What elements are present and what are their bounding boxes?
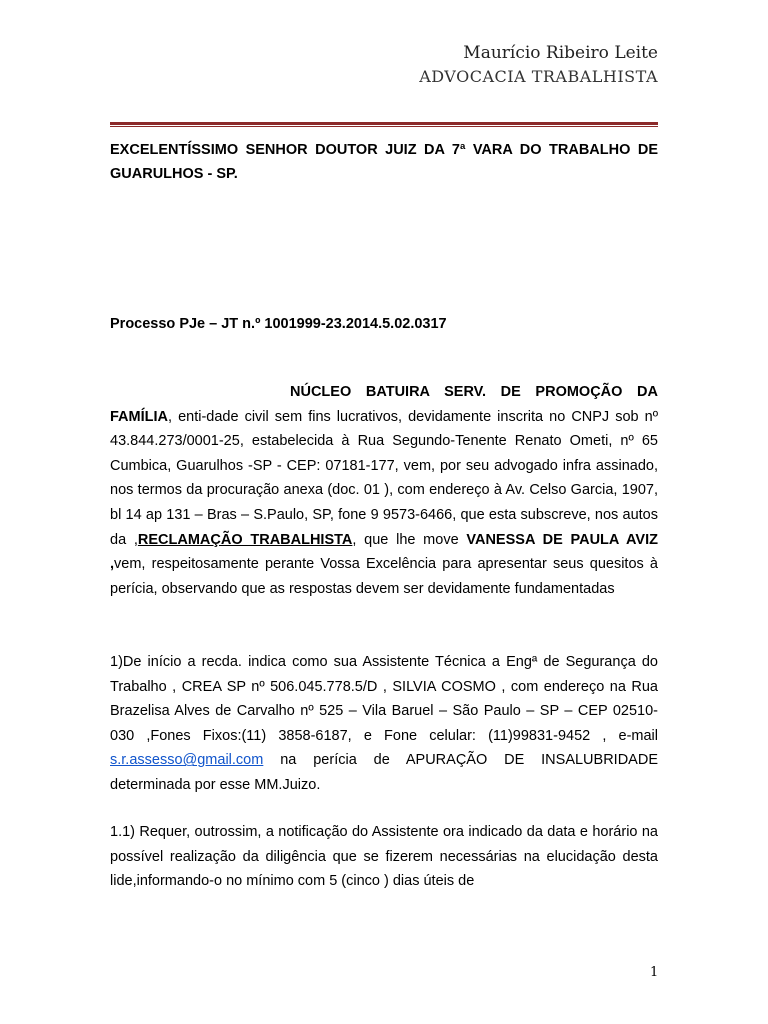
addressee: EXCELENTÍSSIMO SENHOR DOUTOR JUIZ DA 7ª VARA DO TRABALHO DE GUARULHOS - SP. — [110, 142, 658, 182]
paragraph-assistant-text-b: na perícia de APURAÇÃO DE INSALUBRIDADE determinada por esse MM.Juizo. — [110, 752, 658, 793]
paragraph-intro — [110, 380, 658, 601]
header-rule-thin — [110, 126, 658, 127]
header-lawyer-name: Maurício Ribeiro Leite — [463, 43, 658, 63]
paragraph-assistant-text-a: 1)De início a recda. indica como sua Assistente Técnica a Engª de Segurança do Trabalho , CREA SP nº 506.045.778.5/D , SILVIA COSMO , com endereço na Rua Brazelisa Alves de Carvalho nº 525 – Vila Baruel – São Paulo – SP – CEP 02510-030 ,Fones Fixos:(11) 3858-6187, e Fone celular: (11)99831-9452 , e-mail — [110, 654, 658, 744]
process-number: Processo PJe – JT n.º 1001999-23.2014.5.02.0317 — [110, 316, 447, 332]
header-firm-subtitle: ADVOCACIA TRABALHISTA — [419, 67, 658, 86]
paragraph-assistant — [110, 650, 658, 798]
paragraph-notification: 1.1) Requer, outrossim, a notificação do Assistente ora indicado da data e horário na possível realização da diligência que se fizerem necessárias na elucidação desta lide,informando-o no mínimo com 5 (cinco ) dias úteis de — [110, 824, 658, 890]
party-b-name: VANESSA DE PAULA AVIZ , — [110, 531, 658, 573]
action-name: RECLAMAÇÃO TRABALHISTA — [137, 531, 353, 548]
paragraph-intro-text-c: vem, respeitosamente perante Vossa Excelência para apresentar seus quesitos à perícia, observando que as respostas devem ser devidamente fundamentadas — [110, 556, 658, 597]
page-number: 1 — [650, 965, 659, 980]
email-link[interactable]: s.r.assesso@gmail.com — [110, 752, 264, 769]
party-a-name: NÚCLEO BATUIRA SERV. DE PROMOÇÃO DA FAMÍLIA — [110, 384, 658, 425]
paragraph-intro-text-a: , enti-dade civil sem fins lucrativos, devidamente inscrita no CNPJ sob nº 43.844.273/0001-25, estabelecida à Rua Segundo-Tenente Renato Ometi, nº 65 Cumbica, Guarulhos -SP - CEP: 07181-177, vem, por seu advogado infra assinado, nos termos da procuração anexa (doc. 01 ), com endereço à Av. Celso Garcia, 1907, bl 14 ap 131 – Bras – S.Paulo, SP, fone 9 9573-6466, que esta subscreve, nos autos da , — [110, 408, 658, 548]
header-rule-thick — [110, 122, 658, 125]
paragraph-intro-text-b: , que lhe move — [352, 531, 467, 548]
